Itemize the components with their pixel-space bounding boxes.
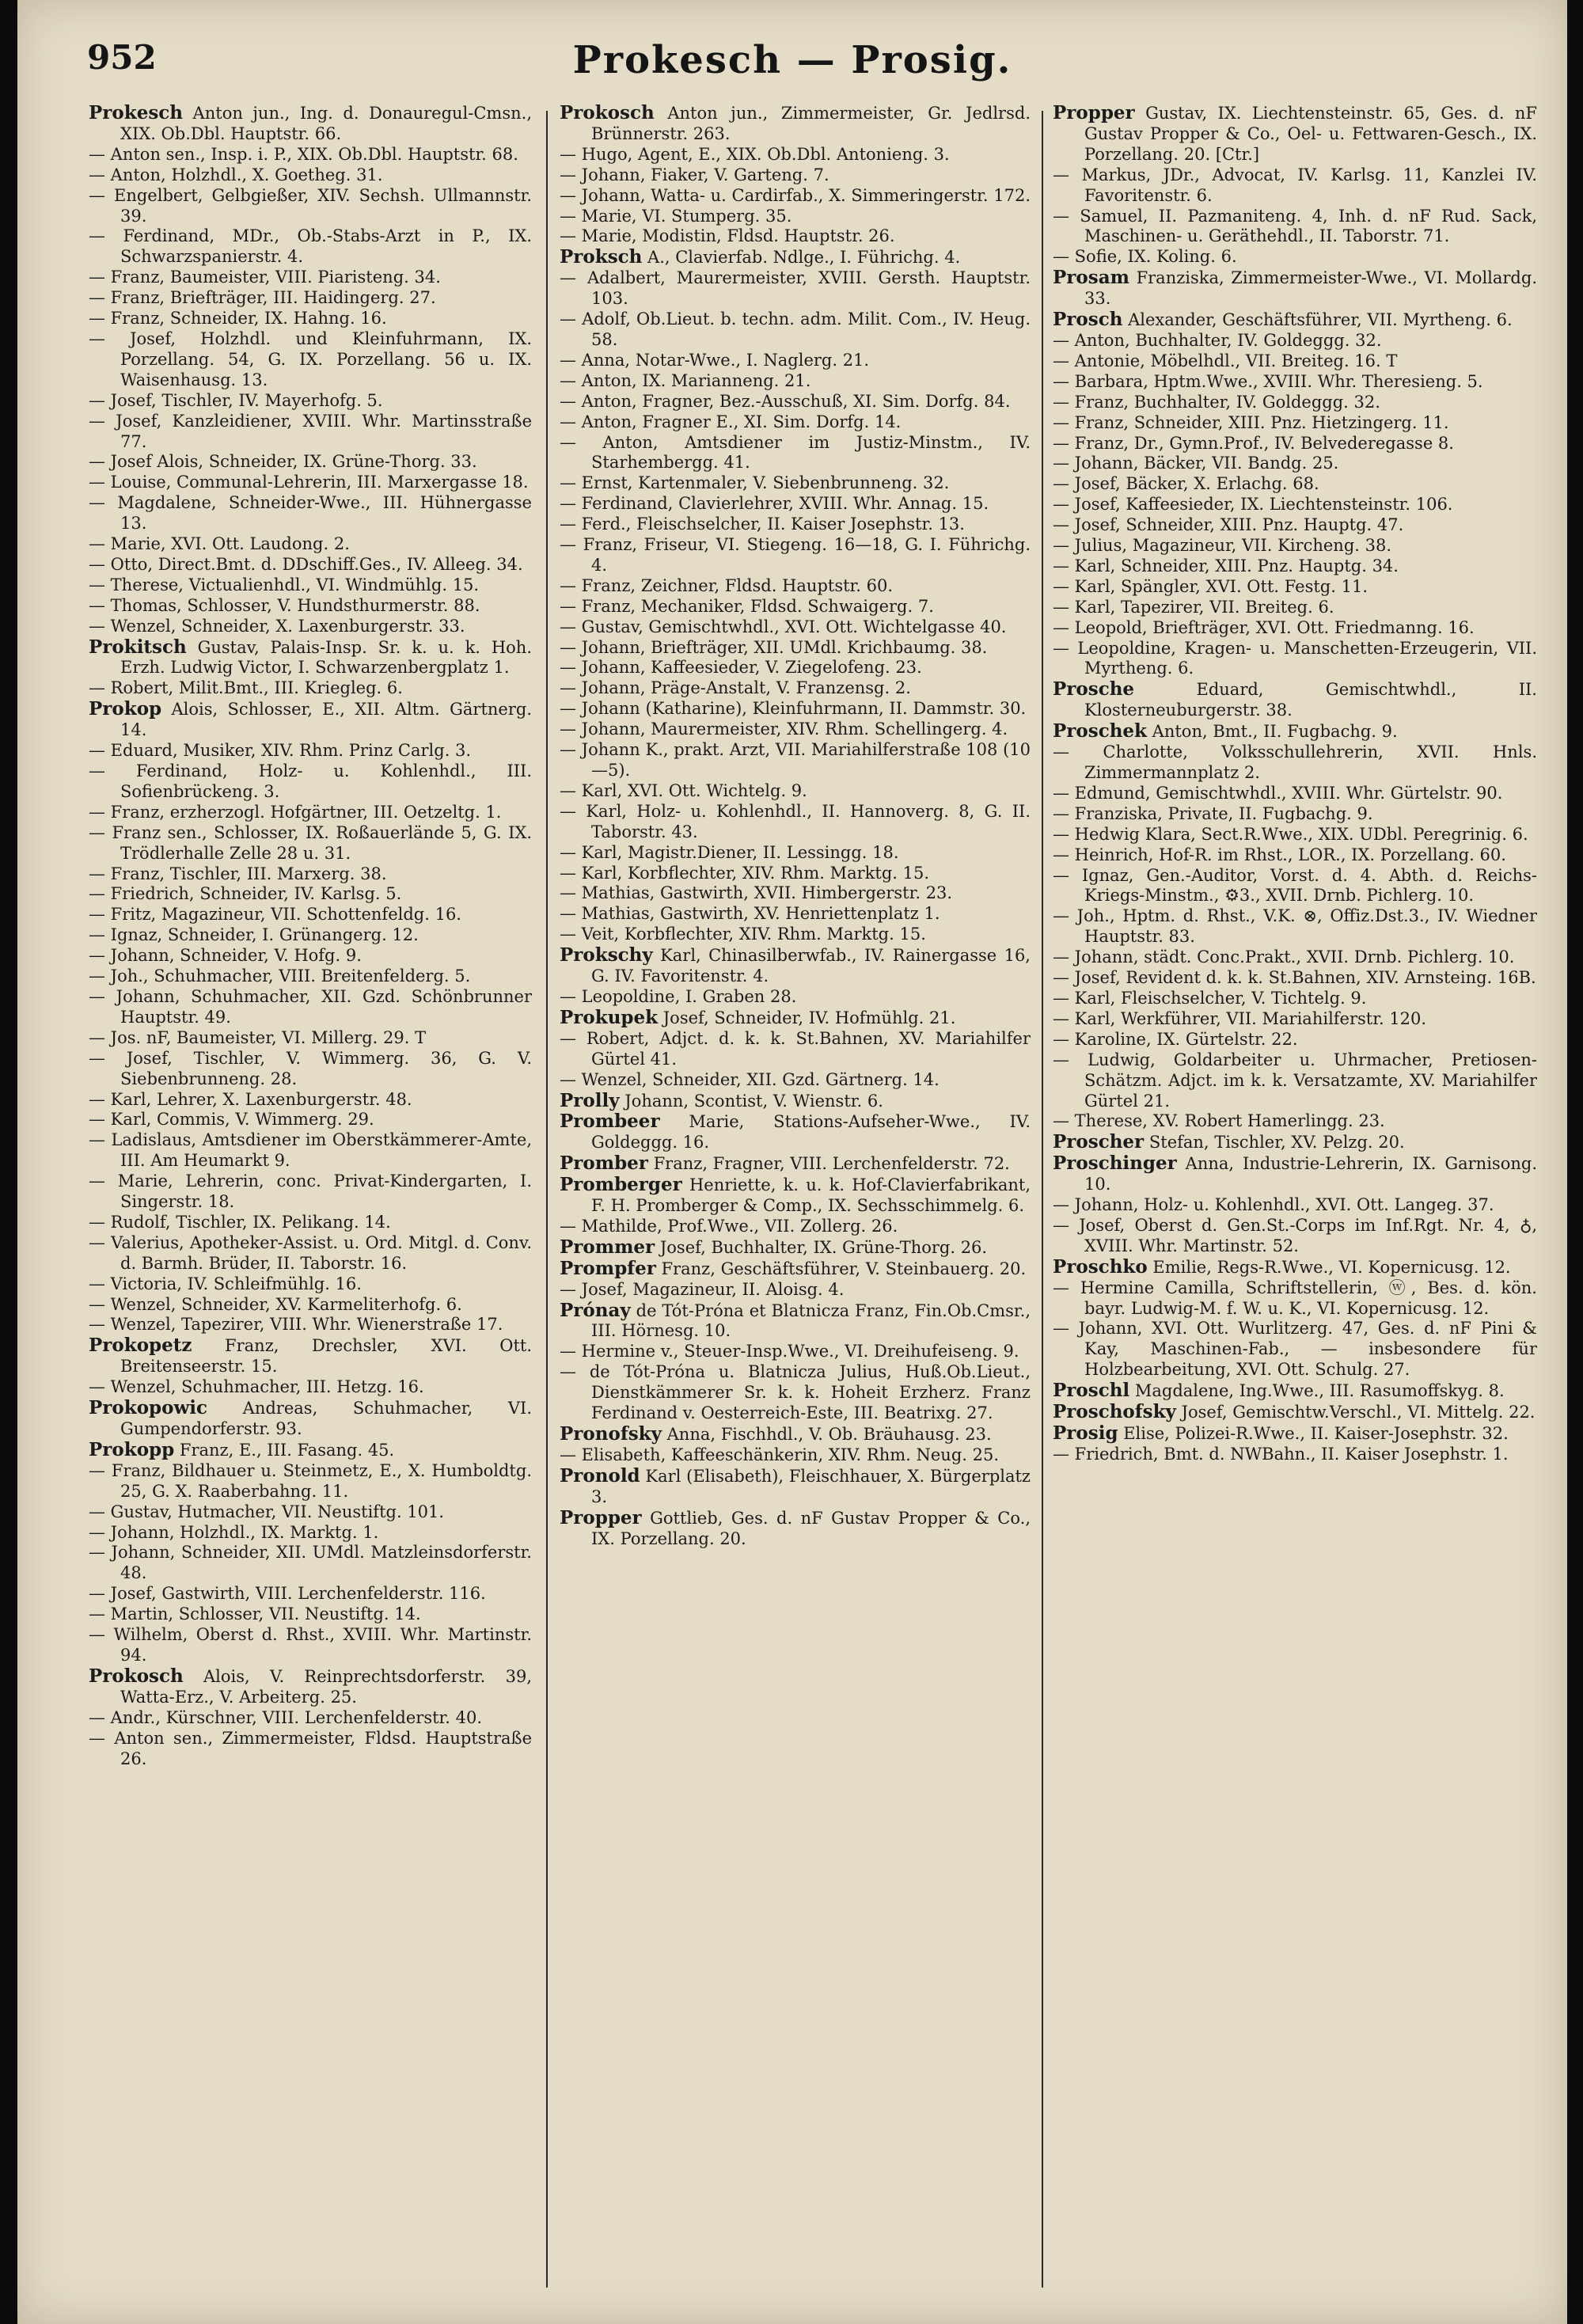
directory-entry: — Veit, Korbflechter, XIV. Rhm. Marktg. 15. (560, 925, 926, 944)
directory-entry: — Karl, Tapezirer, VII. Breiteg. 6. (1053, 597, 1334, 617)
directory-entry: — Martin, Schlosser, VII. Neustiftg. 14. (89, 1604, 421, 1624)
surname: Propper (560, 1506, 642, 1528)
surname: Prokopp (89, 1438, 175, 1460)
surname: Prokop (89, 698, 162, 720)
surname: Proschofsky (1053, 1401, 1176, 1423)
directory-entry: — Johann, Briefträger, XII. UMdl. Krichbaumg. 38. (560, 637, 988, 657)
directory-entry: — Ernst, Kartenmaler, V. Siebenbrunneng. 32. (560, 473, 950, 493)
directory-entry: — Rudolf, Tischler, IX. Pelikang. 14. (89, 1212, 391, 1232)
surname: Prosch (1053, 309, 1123, 331)
directory-entry: — Wenzel, Schneider, X. Laxenburgerstr. 33. (89, 616, 465, 636)
directory-entry: Prokopetz Franz, Drechsler, XVI. Ott. Breitenseerstr. 15. (89, 1335, 532, 1377)
directory-entry: Prosche Eduard, Gemischtwhdl., II. Klosterneuburgerstr. 38. (1053, 678, 1537, 720)
directory-entry: — Johann, Kaffeesieder, V. Ziegelofeng. 23. (560, 658, 922, 678)
directory-entry: — Josef, Gastwirth, VIII. Lerchenfelderstr. 116. (89, 1584, 486, 1604)
surname: Proschinger (1053, 1153, 1177, 1175)
directory-entry: — Johann (Katharine), Kleinfuhrmann, II. Dammstr. 30. (560, 699, 1027, 719)
directory-entry: — Hermine Camilla, Schriftstellerin, ⓦ, Bes. d. kön. bayr. Ludwig-M. f. W. u. K., VI. Kopernicusg. 12. (1053, 1278, 1537, 1318)
directory-page (17, 0, 1567, 2324)
directory-entry: — Therese, XV. Robert Hamerlingg. 23. (1053, 1111, 1385, 1131)
directory-entry: Propper Gustav, IX. Liechtensteinstr. 65, Ges. d. nF Gustav Propper & Co., Oel- u. Fettwaren-Gesch., IX. Porzellang. 20. [Ctr.] (1053, 103, 1537, 164)
directory-entry: — Leopoldine, I. Graben 28. (560, 986, 797, 1006)
directory-entry: — Sofie, IX. Koling. 6. (1053, 247, 1237, 267)
surname: Prosche (1053, 678, 1135, 701)
directory-entry: Prokupek Josef, Schneider, IV. Hofmühlg. 21. (560, 1006, 956, 1028)
surname: Promberger (560, 1174, 682, 1196)
surname: Proschl (1053, 1380, 1130, 1402)
directory-entry: — Johann K., prakt. Arzt, VII. Mariahilferstraße 108 (10—5). (560, 740, 1031, 780)
directory-entry: — Thomas, Schlosser, V. Hundsthurmerstr. 88. (89, 595, 480, 615)
directory-entry: — de Tót-Próna u. Blatnicza Julius, Huß.Ob.Lieut., Dienstkämmerer Sr. k. k. Hoheit Erzherz. Franz Ferdinand v. Oesterreich-Este, III. Beatrixg. 27. (560, 1362, 1031, 1423)
surname: Prokitsch (89, 636, 187, 658)
directory-entry: Prokosch Anton jun., Zimmermeister, Gr. Jedlrsd. Brünnerstr. 263. (560, 103, 1031, 143)
surname: Proscher (1053, 1131, 1145, 1153)
column-divider (546, 111, 548, 2288)
directory-entry: — Elisabeth, Kaffeeschänkerin, XIV. Rhm. Neug. 25. (560, 1445, 1000, 1464)
surname: Prombeer (560, 1111, 660, 1133)
column-1 (89, 103, 532, 2303)
directory-entry: — Karl, Fleischselcher, V. Tichtelg. 9. (1053, 988, 1367, 1008)
directory-entry: — Franz, Zeichner, Fldsd. Hauptstr. 60. (560, 575, 894, 595)
running-head: Prokesch — Prosig. (572, 38, 1012, 82)
directory-entry: Promber Franz, Fragner, VIII. Lerchenfelderstr. 72. (560, 1153, 1010, 1175)
directory-entry: Proscher Stefan, Tischler, XV. Pelzg. 20. (1053, 1131, 1405, 1153)
directory-entry: — Franz, Mechaniker, Fldsd. Schwaigerg. 7. (560, 596, 934, 616)
directory-entry: — Johann, Präge-Anstalt, V. Franzensg. 2. (560, 678, 911, 698)
directory-entry: — Karl, Korbflechter, XIV. Rhm. Marktg. 15. (560, 863, 930, 883)
directory-entry: — Anton, IX. Marianneng. 21. (560, 370, 811, 390)
directory-entry: — Anton, Amtsdiener im Justiz-Minstm., IV. Starhembergg. 41. (560, 432, 1031, 473)
directory-entry: — Josef, Holzhdl. und Kleinfuhrmann, IX. Porzellang. 54, G. IX. Porzellang. 56 u. IX. Waisenhausg. 13. (89, 328, 532, 389)
directory-entry: Proksch A., Clavierfab. Ndlge., I. Führichg. 4. (560, 246, 961, 268)
directory-entry: — Marie, XVI. Ott. Laudong. 2. (89, 534, 350, 554)
directory-entry: — Eduard, Musiker, XIV. Rhm. Prinz Carlg. 3. (89, 741, 472, 761)
directory-entry: — Jos. nF, Baumeister, VI. Millerg. 29. T (89, 1027, 427, 1047)
directory-entry: Prokopp Franz, E., III. Fasang. 45. (89, 1438, 395, 1460)
directory-entry: Prommer Josef, Buchhalter, IX. Grüne-Thorg. 26. (560, 1236, 988, 1258)
directory-entry: — Franz, Buchhalter, IV. Goldeggg. 32. (1053, 392, 1380, 412)
directory-entry: Prosam Franziska, Zimmermeister-Wwe., VI. Mollardg. 33. (1053, 267, 1537, 309)
column-divider (1042, 111, 1043, 2288)
directory-entry: — Josef, Bäcker, X. Erlachg. 68. (1053, 474, 1319, 494)
directory-entry: Prónay de Tót-Próna et Blatnicza Franz, Fin.Ob.Cmsr., III. Hörnesg. 10. (560, 1299, 1031, 1341)
directory-entry: — Leopoldine, Kragen- u. Manschetten-Erzeugerin, VII. Myrtheng. 6. (1053, 638, 1537, 678)
surname: Prokosch (89, 1665, 184, 1687)
directory-entry: Pronold Karl (Elisabeth), Fleischhauer, X. Bürgerplatz 3. (560, 1464, 1031, 1506)
surname: Prokesch (89, 103, 183, 123)
directory-entry: — Joh., Hptm. d. Rhst., V.K. ⊗, Offiz.Dst.3., IV. Wiedner Hauptstr. 83. (1053, 906, 1537, 947)
directory-entry: — Franz, Bildhauer u. Steinmetz, E., X. Humboldtg. 25, G. X. Raaberbahng. 11. (89, 1460, 532, 1501)
directory-entry: — Mathias, Gastwirth, XVII. Himbergerstr. 23. (560, 883, 953, 903)
directory-entry: — Anton, Holzhdl., X. Goetheg. 31. (89, 165, 383, 184)
directory-entry: Promberger Henriette, k. u. k. Hof-Clavierfabrikant, F. H. Promberger & Comp., IX. Sechsschimmelg. 6. (560, 1174, 1031, 1216)
directory-entry: — Louise, Communal-Lehrerin, III. Marxergasse 18. (89, 473, 529, 492)
directory-entry: — Ferdinand, Holz- u. Kohlenhdl., III. Sofienbrückeng. 3. (89, 761, 532, 801)
directory-entry: — Mathilde, Prof.Wwe., VII. Zollerg. 26. (560, 1216, 898, 1236)
surname: Pronofsky (560, 1423, 662, 1445)
surname: Prolly (560, 1089, 620, 1111)
directory-entry: Prombeer Marie, Stations-Aufseher-Wwe., IV. Goldeggg. 16. (560, 1111, 1031, 1153)
directory-entry: Prompfer Franz, Geschäftsführer, V. Steinbauerg. 20. (560, 1257, 1027, 1279)
directory-entry: — Karl, Werkführer, VII. Mariahilferstr. 120. (1053, 1008, 1427, 1028)
directory-entry: — Ferdinand, Clavierlehrer, XVIII. Whr. Annag. 15. (560, 494, 989, 514)
surname: Prokosch (560, 103, 655, 123)
directory-entry: — Ignaz, Schneider, I. Grünangerg. 12. (89, 925, 419, 945)
directory-entry: — Johann, Schuhmacher, XII. Gzd. Schönbrunner Hauptstr. 49. (89, 986, 532, 1027)
directory-entry: — Samuel, II. Pazmaniteng. 4, Inh. d. nF Rud. Sack, Maschinen- u. Geräthehdl., II. Taborstr. 71. (1053, 206, 1537, 246)
directory-entry: Prokitsch Gustav, Palais-Insp. Sr. k. u. k. Hoh. Erzh. Ludwig Victor, I. Schwarzenbergplatz 1. (89, 636, 532, 678)
directory-entry: — Robert, Adjct. d. k. k. St.Bahnen, XV. Mariahilfer Gürtel 41. (560, 1028, 1031, 1069)
surname: Pronold (560, 1464, 640, 1487)
directory-entry: — Therese, Victualienhdl., VI. Windmühlg. 15. (89, 575, 480, 594)
directory-entry: — Adalbert, Maurermeister, XVIII. Gersth. Hauptstr. 103. (560, 268, 1031, 309)
directory-entry: — Josef, Schneider, XIII. Pnz. Hauptg. 47. (1053, 515, 1404, 535)
directory-entry: Proschinger Anna, Industrie-Lehrerin, IX. Garnisong. 10. (1053, 1153, 1537, 1194)
directory-entry: — Anton sen., Insp. i. P., XIX. Ob.Dbl. Hauptstr. 68. (89, 144, 518, 164)
surname: Prokupek (560, 1006, 659, 1028)
directory-entry: — Johann, Schneider, V. Hofg. 9. (89, 946, 362, 966)
directory-entry: — Hermine v., Steuer-Insp.Wwe., VI. Dreihufeiseng. 9. (560, 1342, 1019, 1361)
directory-entry: Propper Gottlieb, Ges. d. nF Gustav Propper & Co., IX. Porzellang. 20. (560, 1506, 1031, 1548)
directory-entry: — Johann, Holzhdl., IX. Marktg. 1. (89, 1522, 379, 1542)
directory-entry: — Wilhelm, Oberst d. Rhst., XVIII. Whr. Martinstr. 94. (89, 1625, 532, 1665)
directory-entry: — Fritz, Magazineur, VII. Schottenfeldg. 16. (89, 905, 461, 925)
directory-entry: — Gustav, Gemischtwhdl., XVI. Ott. Wichtelgasse 40. (560, 617, 1007, 636)
directory-entry: — Anton, Fragner, Bez.-Ausschuß, XI. Sim. Dorfg. 84. (560, 391, 1011, 411)
directory-entry: — Josef, Tischler, V. Wimmerg. 36, G. V. Siebenbrunneng. 28. (89, 1048, 532, 1088)
directory-entry: Prokop Alois, Schlosser, E., XII. Altm. Gärtnerg. 14. (89, 698, 532, 740)
directory-entry: — Hedwig Klara, Sect.R.Wwe., XIX. UDbl. Peregrinig. 6. (1053, 824, 1528, 844)
directory-entry: — Magdalene, Schneider-Wwe., III. Hühnergasse 13. (89, 493, 532, 534)
directory-entry: Prokosch Alois, V. Reinprechtsdorferstr. 39, Watta-Erz., V. Arbeiterg. 25. (89, 1665, 532, 1707)
directory-entry: — Franz, Friseur, VI. Stiegeng. 16—18, G. I. Führichg. 4. (560, 535, 1031, 575)
directory-entry: — Julius, Magazineur, VII. Kircheng. 38. (1053, 536, 1392, 556)
directory-entry: — Victoria, IV. Schleifmühlg. 16. (89, 1274, 362, 1293)
directory-entry: — Friedrich, Bmt. d. NWBahn., II. Kaiser Josephstr. 1. (1053, 1444, 1509, 1464)
directory-entry: — Adolf, Ob.Lieut. b. techn. adm. Milit. Com., IV. Heug. 58. (560, 309, 1031, 349)
surname: Prompfer (560, 1257, 656, 1279)
directory-entry: — Edmund, Gemischtwhdl., XVIII. Whr. Gürtelstr. 90. (1053, 783, 1503, 803)
directory-entry: — Wenzel, Schuhmacher, III. Hetzg. 16. (89, 1377, 424, 1397)
directory-entry: — Franz sen., Schlosser, IX. Roßauerlände 5, G. IX. Trödlerhalle Zelle 28 u. 31. (89, 822, 532, 863)
directory-entry: — Ludwig, Goldarbeiter u. Uhrmacher, Pretiosen-Schätzm. Adjct. im k. k. Versatzamte, XV. Mariahilfer Gürtel 21. (1053, 1050, 1537, 1111)
surname: Prommer (560, 1236, 655, 1258)
directory-entry: — Josef, Revident d. k. k. St.Bahnen, XIV. Arnsteing. 16B. (1053, 968, 1536, 988)
directory-entry: — Karl, Schneider, XIII. Pnz. Hauptg. 34. (1053, 556, 1399, 575)
directory-entry: — Heinrich, Hof-R. im Rhst., LOR., IX. Porzellang. 60. (1053, 845, 1506, 864)
directory-entry: — Engelbert, Gelbgießer, XIV. Sechsh. Ullmannstr. 39. (89, 185, 532, 226)
directory-entry: Prokesch Anton jun., Ing. d. Donauregul-Cmsn., XIX. Ob.Dbl. Hauptstr. 66. (89, 103, 532, 143)
surname: Proschko (1053, 1255, 1148, 1278)
directory-entry: — Franz, Briefträger, III. Haidingerg. 27. (89, 288, 436, 308)
directory-entry: — Franz, Baumeister, VIII. Piaristeng. 34. (89, 268, 441, 287)
column-2 (560, 103, 1031, 2303)
surname: Promber (560, 1153, 648, 1175)
surname: Prokschy (560, 944, 653, 966)
directory-entry: — Franz, Tischler, III. Marxerg. 38. (89, 864, 387, 883)
directory-entry: — Ladislaus, Amtsdiener im Oberstkämmerer-Amte, III. Am Heumarkt 9. (89, 1130, 532, 1171)
directory-entry: — Anton sen., Zimmermeister, Fldsd. Hauptstraße 26. (89, 1728, 532, 1768)
directory-entry: — Karl, XVI. Ott. Wichtelg. 9. (560, 780, 807, 800)
directory-entry: — Andr., Kürschner, VIII. Lerchenfelderstr. 40. (89, 1707, 483, 1727)
surname: Proksch (560, 246, 643, 268)
directory-entry: Prosch Alexander, Geschäftsführer, VII. Myrtheng. 6. (1053, 309, 1513, 331)
directory-entry: — Franziska, Private, II. Fugbachg. 9. (1053, 803, 1373, 823)
directory-entry: Proschofsky Josef, Gemischtw.Verschl., VI. Mittelg. 22. (1053, 1401, 1536, 1423)
directory-entry: — Johann, XVI. Ott. Wurlitzerg. 47, Ges. d. nF Pini & Kay, Maschinen-Fab., — insbesondere für Holzbearbeitung, XVI. Ott. Schulg. 27. (1053, 1319, 1537, 1380)
directory-entry: — Franz, Schneider, IX. Hahng. 16. (89, 309, 387, 328)
surname: Prokopetz (89, 1335, 192, 1357)
directory-entry: — Marie, Lehrerin, conc. Privat-Kindergarten, I. Singerstr. 18. (89, 1171, 532, 1212)
directory-entry: — Ferd., Fleischselcher, II. Kaiser Josephstr. 13. (560, 515, 965, 534)
directory-entry: — Josef, Oberst d. Gen.St.-Corps im Inf.Rgt. Nr. 4, ♁, XVIII. Whr. Martinstr. 52. (1053, 1215, 1537, 1255)
directory-entry: — Ignaz, Gen.-Auditor, Vorst. d. 4. Abth. d. Reichs-Kriegs-Minstm., ⚙3., XVII. Drnb. Pichlerg. 10. (1053, 865, 1537, 906)
directory-entry: — Wenzel, Tapezirer, VIII. Whr. Wienerstraße 17. (89, 1315, 503, 1335)
directory-entry: — Leopold, Briefträger, XVI. Ott. Friedmanng. 16. (1053, 617, 1475, 637)
directory-entry: — Wenzel, Schneider, XII. Gzd. Gärtnerg. 14. (560, 1069, 940, 1089)
directory-entry: — Johann, Bäcker, VII. Bandg. 25. (1053, 454, 1339, 473)
directory-entry: — Johann, Schneider, XII. UMdl. Matzleinsdorferstr. 48. (89, 1543, 532, 1583)
directory-entry: Proschl Magdalene, Ing.Wwe., III. Rasumoffskyg. 8. (1053, 1380, 1505, 1402)
directory-entry: — Johann, Holz- u. Kohlenhdl., XVI. Ott. Langeg. 37. (1053, 1195, 1494, 1215)
column-3 (1053, 103, 1537, 2303)
directory-entry: Prokschy Karl, Chinasilberwfab., IV. Rainergasse 16, G. IV. Favoritenstr. 4. (560, 944, 1031, 986)
directory-entry: — Wenzel, Schneider, XV. Karmeliterhofg. 6. (89, 1294, 462, 1314)
directory-entry: — Karl, Commis, V. Wimmerg. 29. (89, 1110, 374, 1130)
directory-entry: — Anton, Fragner E., XI. Sim. Dorfg. 14. (560, 412, 902, 431)
surname: Prosig (1053, 1422, 1118, 1444)
directory-entry: — Friedrich, Schneider, IV. Karlsg. 5. (89, 884, 402, 904)
directory-entry: — Mathias, Gastwirth, XV. Henriettenplatz 1. (560, 904, 940, 924)
directory-entry: — Karl, Lehrer, X. Laxenburgerstr. 48. (89, 1089, 412, 1109)
surname: Propper (1053, 103, 1135, 123)
directory-entry: — Otto, Direct.Bmt. d. DDschiff.Ges., IV. Alleeg. 34. (89, 554, 523, 574)
surname: Proschek (1053, 720, 1147, 742)
directory-entry: — Barbara, Hptm.Wwe., XVIII. Whr. Theresieng. 5. (1053, 371, 1483, 391)
directory-entry: — Josef, Magazineur, II. Aloisg. 4. (560, 1279, 845, 1299)
directory-entry: — Johann, Watta- u. Cardirfab., X. Simmeringerstr. 172. (560, 185, 1031, 205)
directory-entry: — Johann, Maurermeister, XIV. Rhm. Schellingerg. 4. (560, 720, 1008, 739)
directory-entry: Proschek Anton, Bmt., II. Fugbachg. 9. (1053, 720, 1398, 742)
directory-entry: — Gustav, Hutmacher, VII. Neustiftg. 101. (89, 1502, 445, 1521)
directory-entry: — Karl, Holz- u. Kohlenhdl., II. Hannoverg. 8, G. II. Taborstr. 43. (560, 801, 1031, 841)
directory-entry: — Charlotte, Volksschullehrerin, XVII. Hnls. Zimmermannplatz 2. (1053, 742, 1537, 782)
surname: Prónay (560, 1299, 631, 1321)
directory-entry: — Antonie, Möbelhdl., VII. Breiteg. 16. T (1053, 351, 1398, 370)
directory-entry: — Karl, Magistr.Diener, II. Lessingg. 18. (560, 842, 899, 862)
directory-entry: — Johann, städt. Conc.Prakt., XVII. Drnb. Pichlerg. 10. (1053, 947, 1515, 967)
directory-entry: — Anna, Notar-Wwe., I. Naglerg. 21. (560, 350, 870, 370)
directory-entry: Prokopowic Andreas, Schuhmacher, VI. Gumpendorferstr. 93. (89, 1397, 532, 1438)
directory-entry: — Robert, Milit.Bmt., III. Kriegleg. 6. (89, 678, 403, 698)
directory-entry: — Josef Alois, Schneider, IX. Grüne-Thorg. 33. (89, 452, 477, 472)
directory-entry: — Markus, JDr., Advocat, IV. Karlsg. 11, Kanzlei IV. Favoritenstr. 6. (1053, 165, 1537, 205)
directory-entry: — Anton, Buchhalter, IV. Goldeggg. 32. (1053, 330, 1382, 350)
surname: Prosam (1053, 267, 1129, 289)
directory-entry: Pronofsky Anna, Fischhdl., V. Ob. Bräuhausg. 23. (560, 1423, 992, 1445)
directory-entry: — Karl, Spängler, XVI. Ott. Festg. 11. (1053, 576, 1368, 596)
directory-entry: Prosig Elise, Polizei-R.Wwe., II. Kaiser-Josephstr. 32. (1053, 1422, 1509, 1444)
directory-entry: — Josef, Kanzleidiener, XVIII. Whr. Martinsstraße 77. (89, 411, 532, 451)
surname: Prokopowic (89, 1397, 207, 1419)
directory-entry: — Ferdinand, MDr., Ob.-Stabs-Arzt in P., IX. Schwarzspanierstr. 4. (89, 226, 532, 267)
directory-entry: Prolly Johann, Scontist, V. Wienstr. 6. (560, 1089, 883, 1111)
directory-entry: Proschko Emilie, Regs-R.Wwe., VI. Kopernicusg. 12. (1053, 1255, 1511, 1278)
directory-entry: — Karoline, IX. Gürtelstr. 22. (1053, 1029, 1298, 1049)
directory-entry: — Franz, Dr., Gymn.Prof., IV. Belvederegasse 8. (1053, 433, 1454, 453)
directory-entry: — Valerius, Apotheker-Assist. u. Ord. Mitgl. d. Conv. d. Barmh. Brüder, II. Taborstr. 16. (89, 1232, 532, 1273)
directory-entry: — Hugo, Agent, E., XIX. Ob.Dbl. Antonieng. 3. (560, 144, 950, 164)
directory-entry: — Josef, Kaffeesieder, IX. Liechtensteinstr. 106. (1053, 495, 1453, 515)
page-number: 952 (87, 38, 157, 77)
directory-entry: — Josef, Tischler, IV. Mayerhofg. 5. (89, 390, 383, 410)
directory-entry: — Franz, Schneider, XIII. Pnz. Hietzingerg. 11. (1053, 412, 1449, 432)
directory-entry: — Franz, erzherzogl. Hofgärtner, III. Oetzeltg. 1. (89, 802, 502, 822)
page-header (17, 28, 1567, 100)
directory-entry: — Marie, VI. Stumperg. 35. (560, 206, 792, 226)
directory-entry: — Marie, Modistin, Fldsd. Hauptstr. 26. (560, 226, 895, 246)
directory-entry: — Joh., Schuhmacher, VIII. Breitenfelderg. 5. (89, 966, 471, 986)
directory-entry: — Johann, Fiaker, V. Garteng. 7. (560, 165, 829, 184)
